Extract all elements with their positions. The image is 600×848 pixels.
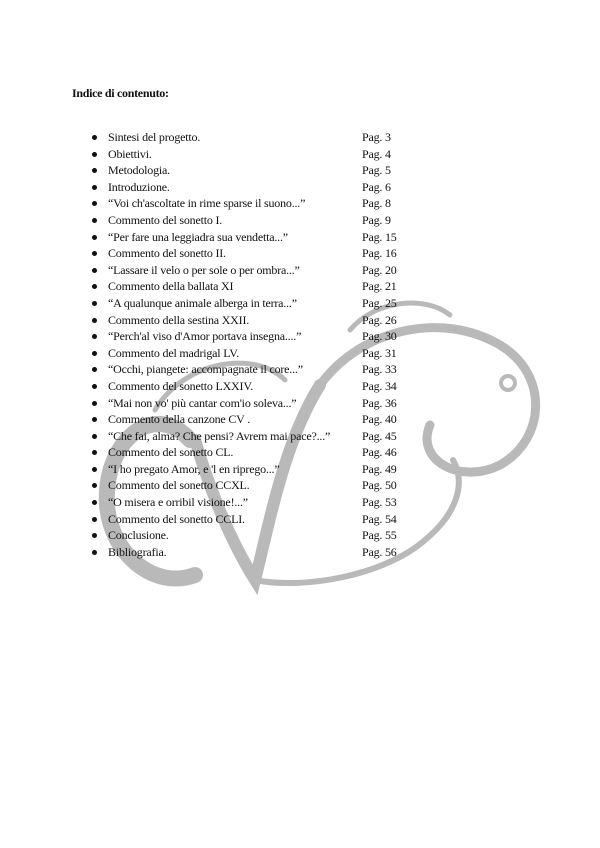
bullet-icon [92,483,97,488]
toc-entry-page: Pag. 3 [362,130,391,144]
page-title: Indice di contenuto: [72,86,169,100]
toc-entry [92,229,412,246]
toc-entry [92,162,412,179]
toc-entry [92,195,412,212]
bullet-icon [92,467,97,472]
bullet-icon [92,135,97,140]
toc-entry-page: Pag. 33 [362,362,397,377]
bullet-icon [92,152,97,157]
toc-entry-page: Pag. 45 [362,428,397,443]
toc-entry [92,378,412,395]
bullet-icon [92,235,97,240]
toc-entry-label: Commento della sestina XXII. [108,312,250,327]
toc-entry-label: Introduzione. [108,179,170,194]
bullet-icon [92,168,97,173]
toc-entry-label: Commento della ballata XI [108,279,234,294]
toc-entry [92,527,412,544]
toc-entry-label: “Voi ch'ascoltate in rime sparse il suono...” [108,196,306,211]
toc-entry-label: Commento del sonetto I. [108,212,223,227]
toc-entry-label: Conclusione. [108,528,169,543]
bullet-icon [92,318,97,323]
toc-entry [92,129,412,146]
toc-entry-label: Commento del sonetto CCXL. [108,478,250,493]
toc-entry-page: Pag. 55 [362,528,397,543]
toc-entry-page: Pag. 31 [362,345,397,360]
toc-entry-label: “Per fare una leggiadra sua vendetta...” [108,229,288,244]
toc-entry [92,262,412,279]
toc-entry [92,328,412,345]
toc-entry [92,511,412,528]
bullet-icon [92,500,97,505]
toc-entry [92,245,412,262]
toc-entry-page: Pag. 54 [362,511,397,526]
toc-entry-label: “I ho pregato Amor, e 'l en riprego...” [108,461,280,476]
toc-entry-page: Pag. 40 [362,412,397,427]
toc-entry [92,312,412,329]
toc-entry [92,461,412,478]
toc-entry-page: Pag. 49 [362,461,397,476]
toc-entry-label: Obiettivi. [108,146,152,161]
toc-entry-page: Pag. 56 [362,544,397,559]
toc-entry-label: “Lassare il velo o per sole o per ombra...” [108,262,300,277]
toc-entry-label: Commento della canzone CV . [108,412,251,427]
toc-entry-label: “A qualunque animale alberga in terra...” [108,295,297,310]
toc-entry-page: Pag. 20 [362,262,397,277]
toc-entry-page: Pag. 15 [362,229,397,244]
toc-entry [92,494,412,511]
toc-entry [92,428,412,445]
toc-entry-label: Commento del sonetto LXXIV. [108,378,254,393]
toc-entry-page: Pag. 50 [362,478,397,493]
toc-entry-label: Metodologia. [108,163,170,178]
bullet-icon [92,201,97,206]
toc-entry-page: Pag. 6 [362,179,391,194]
bullet-icon [92,550,97,555]
bullet-icon [92,533,97,538]
toc-entry-page: Pag. 8 [362,196,391,211]
toc-entry-page: Pag. 36 [362,395,397,410]
toc-entry [92,361,412,378]
toc-entry-label: “Perch'al viso d'Amor portava insegna....” [108,329,302,344]
toc-entry-label: “O misera e orribil visione!...” [108,495,248,510]
toc-entry-page: Pag. 34 [362,378,397,393]
toc-entry-label: Bibliografia. [108,544,167,559]
toc-entry [92,345,412,362]
bullet-icon [92,401,97,406]
toc-entry-page: Pag. 53 [362,495,397,510]
toc-entry [92,278,412,295]
bullet-icon [92,185,97,190]
toc-entry [92,411,412,428]
toc-entry [92,179,412,196]
toc-entry-page: Pag. 16 [362,246,397,261]
bullet-icon [92,268,97,273]
toc-entry-label: “Occhi, piangete: accompagnate il core...” [108,362,303,377]
bullet-icon [92,218,97,223]
toc-entry [92,477,412,494]
toc-entry-page: Pag. 5 [362,163,391,178]
toc-entry [92,544,412,561]
toc-entry-label: Commento del sonetto CCLI. [108,511,245,526]
toc-entry [92,395,412,412]
bullet-icon [92,417,97,422]
toc-entry [92,212,412,229]
bullet-icon [92,450,97,455]
table-of-contents [92,129,412,560]
toc-entry-label: “Che fai, alma? Che pensi? Avrem mai pace?...” [108,428,331,443]
toc-entry [92,444,412,461]
bullet-icon [92,334,97,339]
toc-entry [92,146,412,163]
toc-entry-page: Pag. 26 [362,312,397,327]
toc-entry-label: Commento del madrigal LV. [108,345,239,360]
toc-entry-page: Pag. 4 [362,146,391,161]
toc-entry-label: Commento del sonetto II. [108,246,226,261]
bullet-icon [92,351,97,356]
bullet-icon [92,367,97,372]
toc-entry-label: Commento del sonetto CL. [108,445,234,460]
toc-entry-page: Pag. 30 [362,329,397,344]
toc-entry-label: “Mai non vo' più cantar com'io soleva...” [108,395,297,410]
toc-entry-label: Sintesi del progetto. [108,130,201,144]
bullet-icon [92,284,97,289]
toc-entry-page: Pag. 46 [362,445,397,460]
bullet-icon [92,251,97,256]
bullet-icon [92,434,97,439]
toc-entry [92,295,412,312]
toc-entry-page: Pag. 25 [362,295,397,310]
bullet-icon [92,301,97,306]
toc-entry-page: Pag. 21 [362,279,397,294]
toc-entry-page: Pag. 9 [362,212,391,227]
bullet-icon [92,384,97,389]
bullet-icon [92,517,97,522]
